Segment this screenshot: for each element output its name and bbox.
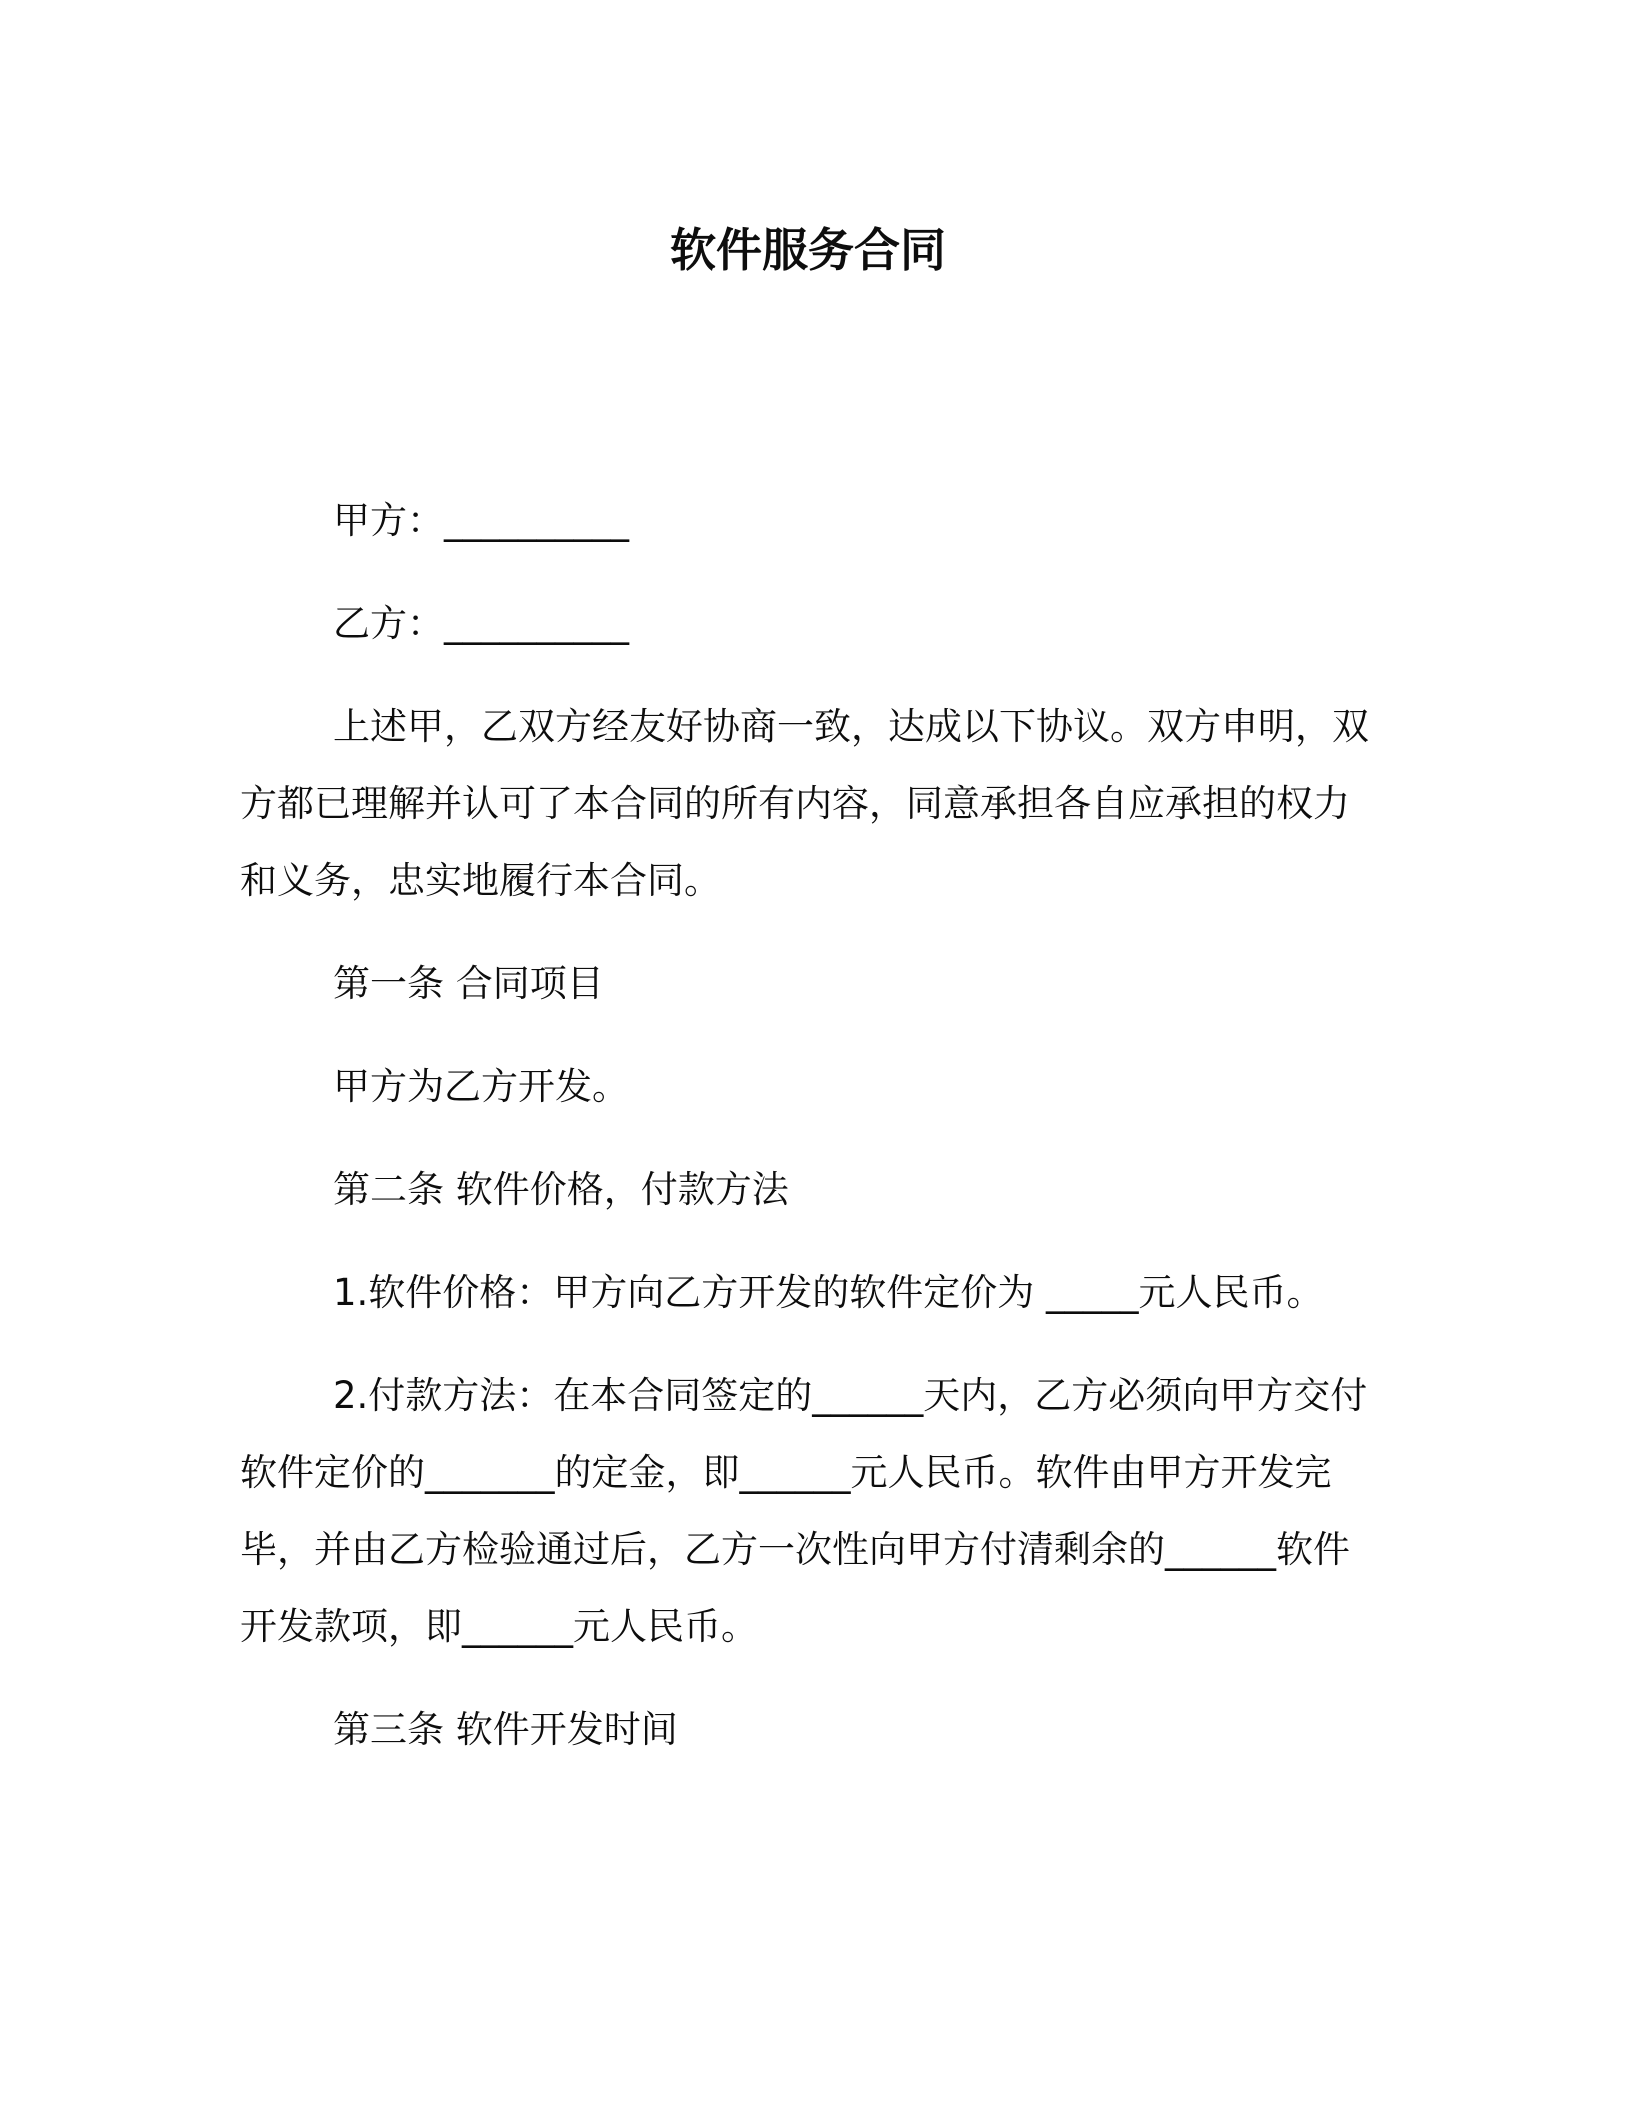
article-2-item-1-paragraph [240,1254,1376,1331]
preamble-line: 上述甲，乙双方经友好协商一致，达成以下协议。双方申明，双 [333,705,1369,748]
article-2-heading-paragraph [240,1151,1376,1228]
article-2-item-1: 1.软件价格：甲方向乙方开发的软件定价为 _____元人民币。 [333,1271,1324,1314]
document-body [240,482,1376,1794]
article-1-body: 甲方为乙方开发。 [333,1065,629,1108]
article-1-heading: 第一条 合同项目 [333,962,604,1005]
article-2-item-2-line: 软件定价的_______的定金，即______元人民币。软件由甲方开发完 [240,1451,1332,1494]
party-b-line: 乙方：__________ [333,602,629,645]
preamble-paragraph [240,688,1376,919]
article-2-heading: 第二条 软件价格，付款方法 [333,1168,789,1211]
article-2-item-2-line: 2.付款方法：在本合同签定的______天内，乙方必须向甲方交付 [333,1374,1368,1417]
party-a-line: 甲方：__________ [333,499,629,542]
party-b-paragraph [240,585,1376,662]
article-2-item-2-line: 开发款项，即______元人民币。 [240,1605,758,1648]
document-title: 软件服务合同 [670,223,946,277]
preamble-line: 方都已理解并认可了本合同的所有内容，同意承担各自应承担的权力 [240,782,1350,825]
article-3-heading: 第三条 软件开发时间 [333,1708,678,1751]
article-1-body-paragraph [240,1048,1376,1125]
article-2-item-2-line: 毕，并由乙方检验通过后，乙方一次性向甲方付清剩余的______软件 [240,1528,1350,1571]
article-2-item-2-paragraph [240,1357,1376,1665]
article-3-heading-paragraph [240,1691,1376,1768]
article-1-heading-paragraph [240,945,1376,1022]
preamble-line: 和义务，忠实地履行本合同。 [240,859,721,902]
party-a-paragraph [240,482,1376,559]
